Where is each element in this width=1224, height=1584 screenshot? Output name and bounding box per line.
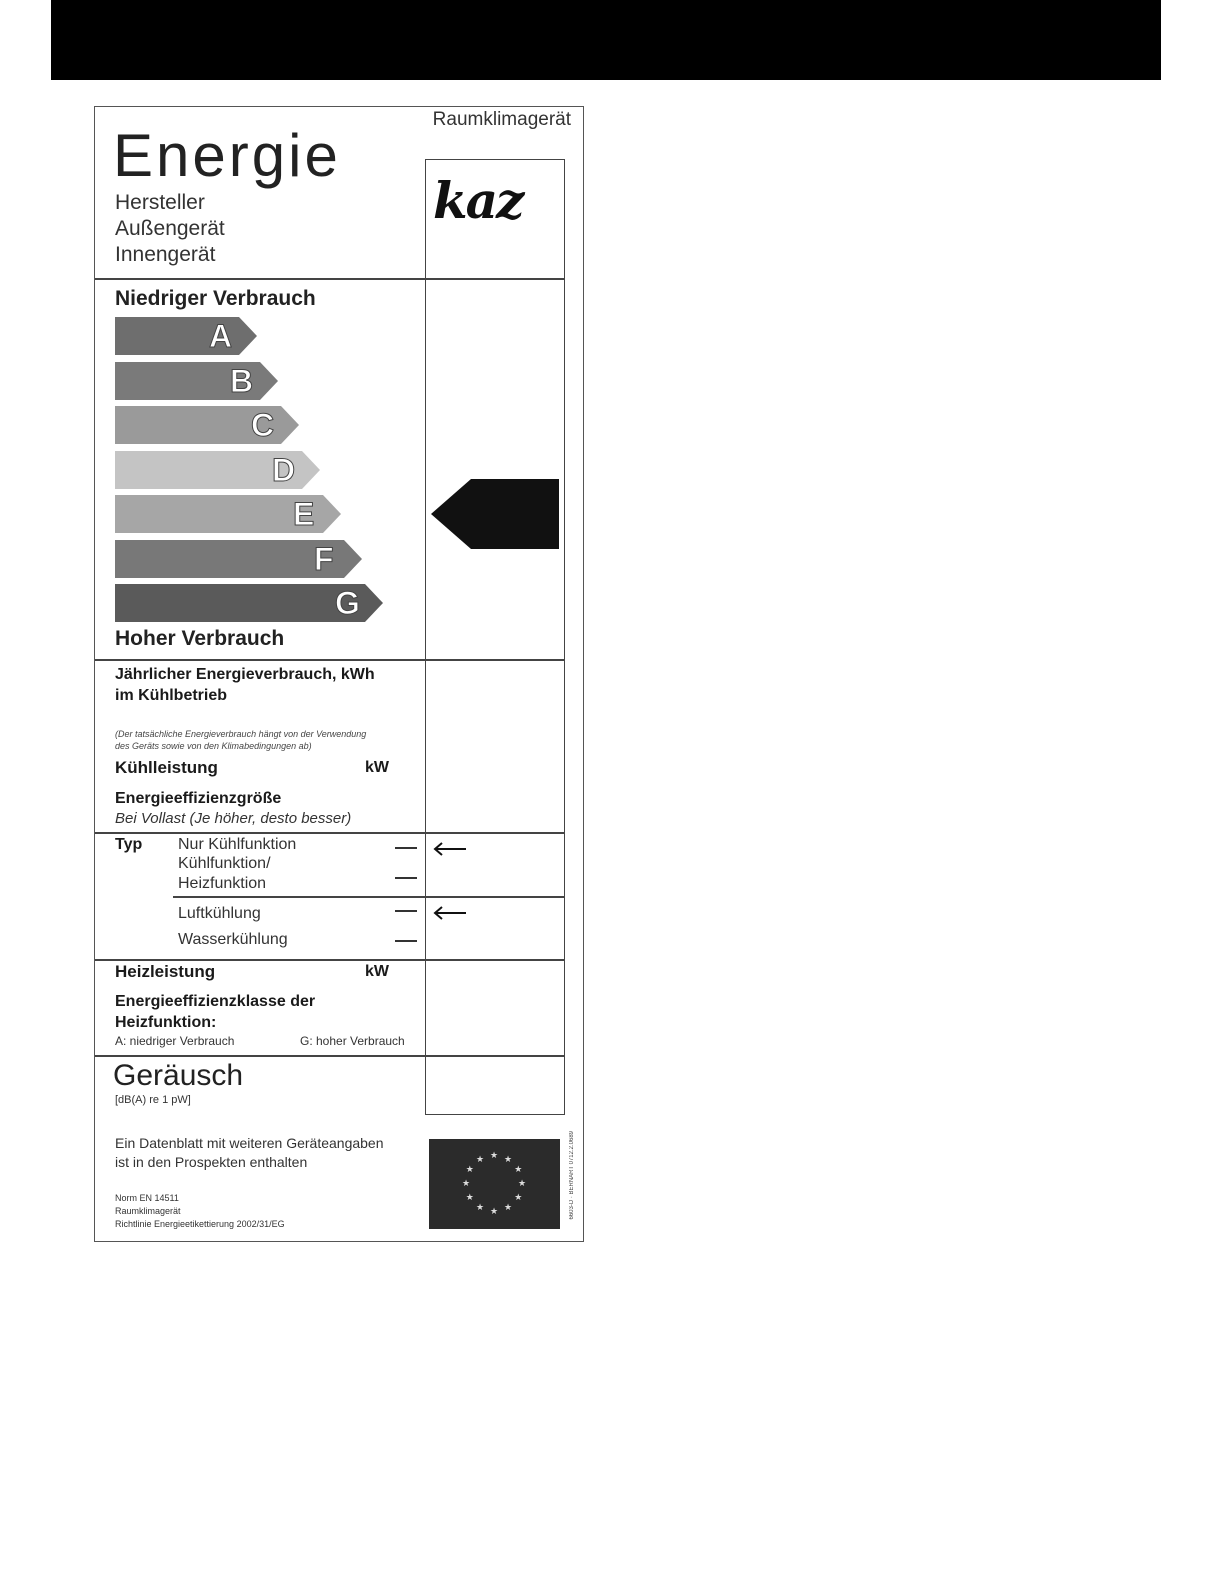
eu-star-icon: ★	[462, 1178, 471, 1188]
efficiency-class-indicator	[431, 479, 559, 549]
heating-class-label-line1: Energieeffizienzklasse der	[115, 993, 316, 1010]
eu-star-icon: ★	[504, 1153, 513, 1164]
value-column	[425, 159, 565, 1115]
divider	[95, 832, 565, 834]
energy-label	[94, 106, 584, 1242]
norm-line3: Richtlinie Energieetikettierung 2002/31/EG	[115, 1219, 285, 1229]
datasheet-note-line1: Ein Datenblatt mit weiteren Geräteangaben	[115, 1135, 384, 1151]
eer-note: Bei Vollast (Je höher, desto besser)	[115, 810, 352, 827]
divider	[95, 278, 565, 280]
noise-unit: [dB(A) re 1 pW]	[115, 1094, 191, 1106]
efficiency-class-letter: B	[230, 362, 254, 399]
eu-star-icon: ★	[465, 1192, 474, 1202]
eu-star-icon: ★	[490, 1150, 499, 1160]
norm-line2: Raumklimagerät	[115, 1206, 181, 1216]
efficiency-class-letter: E	[293, 496, 315, 532]
scale-top-label: Niedriger Verbrauch	[115, 287, 316, 310]
divider	[95, 659, 565, 661]
eu-star-icon: ★	[518, 1178, 527, 1188]
type-option-cooling-heating-2: Heizfunktion	[178, 875, 267, 892]
header-field-indoor-unit: Innengerät	[115, 243, 216, 266]
norm-line1: Norm EN 14511	[115, 1193, 179, 1203]
efficiency-class-letter: A	[209, 318, 233, 354]
heating-class-label-line2: Heizfunktion:	[115, 1014, 217, 1031]
cooling-capacity-unit: kW	[365, 759, 389, 776]
eu-star-icon: ★	[514, 1164, 523, 1174]
consumption-note-line2: des Geräts sowie von den Klimabedingungen ab)	[115, 741, 312, 751]
consumption-title-line1: Jährlicher Energieverbrauch, kWh	[115, 666, 375, 683]
divider	[173, 896, 565, 898]
heating-capacity-unit: kW	[365, 963, 389, 980]
checkbox-dash	[395, 910, 417, 912]
noise-label: Geräusch	[113, 1059, 244, 1092]
divider	[95, 1055, 565, 1057]
heating-capacity-label: Heizleistung	[115, 962, 216, 981]
vertical-code: 6603-D · BERNART 0712.2.0689	[569, 1131, 575, 1220]
eu-star-icon: ★	[476, 1153, 485, 1164]
arrow-left-icon	[432, 842, 466, 856]
device-type: Raumklimagerät	[432, 109, 571, 130]
type-option-cooling-heating-1: Kühlfunktion/	[178, 855, 271, 872]
cooling-capacity-label: Kühlleistung	[115, 758, 218, 777]
checkbox-dash	[395, 847, 417, 849]
eu-star-icon: ★	[490, 1206, 499, 1216]
efficiency-class-letter: F	[314, 540, 334, 577]
heating-class-high: G: hoher Verbrauch	[300, 1034, 405, 1048]
consumption-title-line2: im Kühlbetrieb	[115, 687, 228, 704]
header-field-manufacturer: Hersteller	[115, 191, 205, 214]
arrow-left-icon	[432, 906, 466, 920]
type-option-water-cooling: Wasserkühlung	[178, 931, 288, 948]
eer-label: Energieeffizienzgröße	[115, 790, 282, 807]
checkbox-dash	[395, 877, 417, 879]
label-title: Energie	[113, 122, 341, 189]
heating-class-low: A: niedriger Verbrauch	[115, 1034, 235, 1048]
efficiency-class-letter: G	[335, 585, 360, 621]
eu-star-icon: ★	[504, 1202, 513, 1213]
eu-star-icon: ★	[465, 1164, 474, 1174]
type-label: Typ	[115, 836, 143, 853]
header-bar	[51, 0, 1161, 80]
eu-star-icon: ★	[476, 1202, 485, 1213]
datasheet-note-line2: ist in den Prospekten enthalten	[115, 1154, 308, 1170]
header-field-outdoor-unit: Außengerät	[115, 217, 225, 240]
eu-flag-icon	[429, 1139, 560, 1229]
divider	[95, 959, 565, 961]
type-option-cooling-only: Nur Kühlfunktion	[178, 836, 297, 853]
eu-star-icon: ★	[514, 1192, 523, 1202]
efficiency-class-letter: C	[251, 407, 275, 443]
efficiency-class-letter: D	[272, 451, 296, 488]
scale-bottom-label: Hoher Verbrauch	[115, 627, 285, 650]
checkbox-dash	[395, 940, 417, 942]
type-option-air-cooling: Luftkühlung	[178, 905, 261, 922]
brand-logo: kaz	[433, 171, 523, 230]
consumption-note-line1: (Der tatsächliche Energieverbrauch hängt von der Verwendung	[115, 729, 367, 739]
